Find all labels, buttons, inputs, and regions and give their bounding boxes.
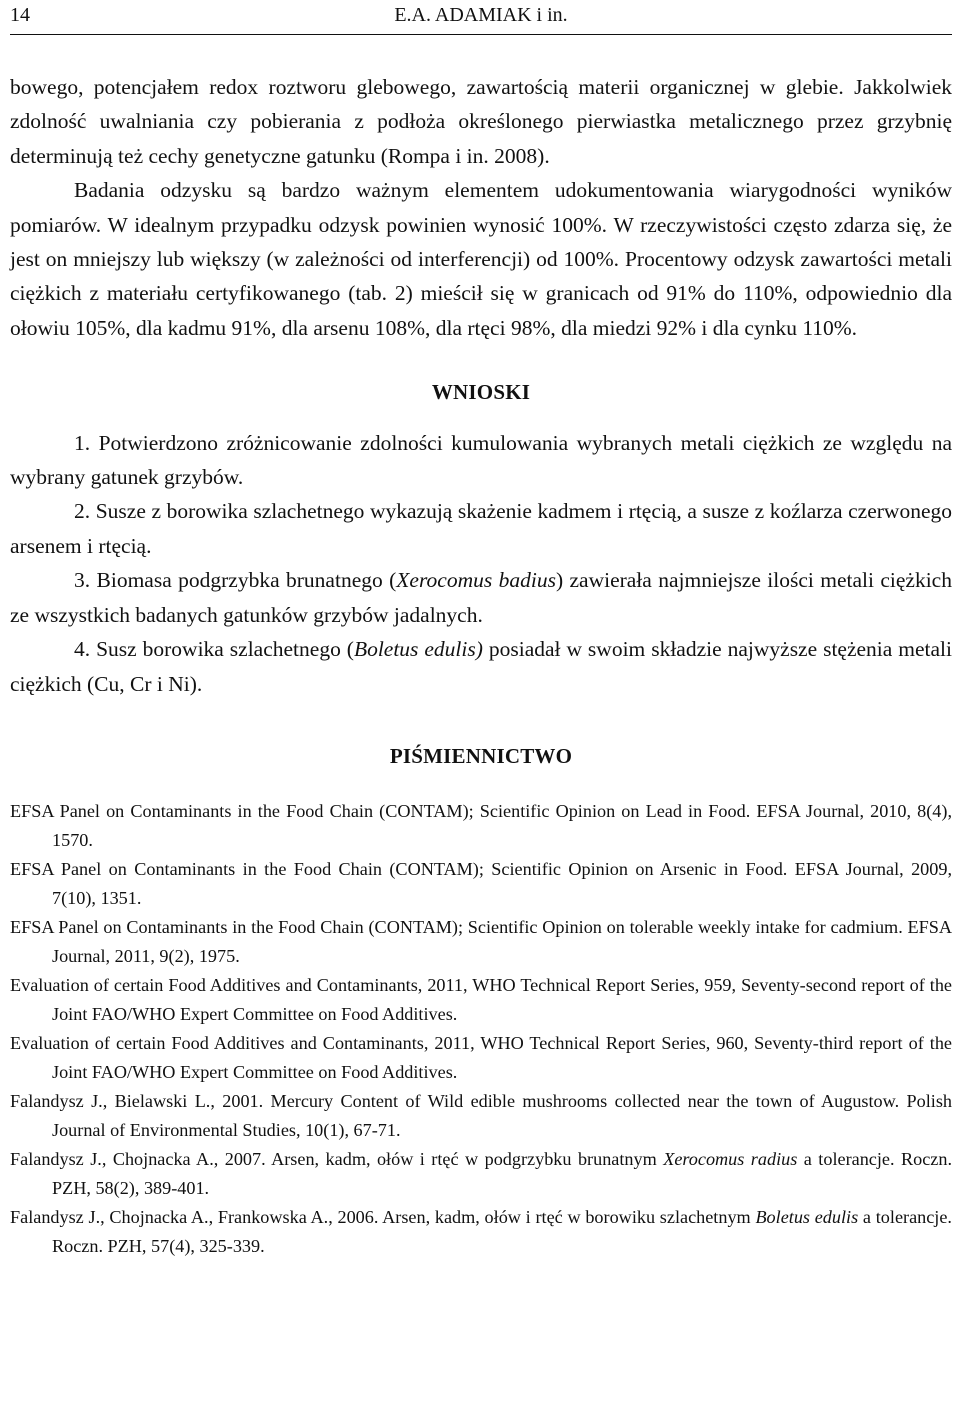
species-name: Xerocomus radius [663, 1149, 798, 1170]
conclusion-text: ) zawierała najmniejsze ilości metali ciężkich ze wszystkich badanych gatunków grzybów jadalnych. [10, 568, 952, 627]
conclusion-text: 4. Susz borowika szlachetnego ( [74, 637, 354, 662]
reference-entry: Falandysz J., Bielawski L., 2001. Mercury Content of Wild edible mushrooms collected near the town of Augustow. Polish Journal of Environmental Studies, 10(1), 67-71. [10, 1091, 952, 1141]
paragraph-continuation: bowego, potencjałem redox roztworu glebowego, zawartością materii organicznej w glebie. Jakkolwiek zdolność uwalniania czy pobierania z podłoża określonego pierwiastka metalicznego przez grzybnię determinują też cechy genetyczne gatunku (Rompa i in. 2008). [10, 75, 952, 168]
reference-entry: Evaluation of certain Food Additives and Contaminants, 2011, WHO Technical Report Series, 959, Seventy-second report of the Joint FAO/WHO Expert Committee on Food Additives. [10, 975, 952, 1025]
running-header [10, 0, 952, 40]
reference-text: Falandysz J., Chojnacka A., 2007. Arsen, kadm, ołów i rtęć w podgrzybku brunatnym [10, 1149, 664, 1170]
reference-entry: EFSA Panel on Contaminants in the Food Chain (CONTAM); Scientific Opinion on Lead in Food. EFSA Journal, 2010, 8(4), 1570. [10, 801, 952, 851]
reference-entry [10, 1203, 952, 1261]
reference-text: a tolerancje. Roczn. PZH, 58(2), 389-401. [52, 1149, 953, 1199]
conclusion-item [10, 632, 952, 701]
section-heading-conclusions: WNIOSKI [431, 380, 531, 405]
conclusion-text: posiadał w swoim składzie najwyższe stężenia metali ciężkich (Cu, Cr i Ni). [10, 637, 953, 696]
conclusion-text: 3. Biomasa podgrzybka brunatnego ( [74, 568, 397, 593]
reference-text: a tolerancje. Roczn. PZH, 57(4), 325-339. [52, 1207, 952, 1257]
species-name: Xerocomus badius [396, 568, 556, 593]
page-number: 14 [10, 4, 30, 26]
reference-entry [10, 1145, 952, 1203]
paragraph-recovery: Badania odzysku są bardzo ważnym elementem udokumentowania wiarygodności wyników pomiarów. W idealnym przypadku odzysk powinien wynosić 100%. W rzeczywistości często zdarza się, że jest on mniejszy lub większy (w zależności od interferencji) od 100%. Procentowy odzysk zawartości metali ciężkich z materiału certyfikowanego (tab. 2) mieścił się w granicach od 91% do 110%, odpowiednio dla ołowiu 105%, dla kadmu 91%, dla arsenu 108%, dla rtęci 98%, dla miedzi 92% i dla cynku 110%. [10, 178, 952, 340]
reference-entry: Evaluation of certain Food Additives and Contaminants, 2011, WHO Technical Report Series, 960, Seventy-third report of the Joint FAO/WHO Expert Committee on Food Additives. [10, 1033, 952, 1083]
species-name: Boletus edulis [755, 1207, 859, 1228]
header-rule [10, 34, 952, 35]
document-page [10, 0, 952, 1261]
reference-entry: EFSA Panel on Contaminants in the Food Chain (CONTAM); Scientific Opinion on Arsenic in Food. EFSA Journal, 2009, 7(10), 1351. [10, 859, 952, 909]
conclusion-item: 2. Susze z borowika szlachetnego wykazują skażenie kadmem i rtęcią, a susze z koźlarza czerwonego arsenem i rtęcią. [10, 499, 952, 558]
conclusions-list [10, 426, 952, 701]
running-title: E.A. ADAMIAK i in. [394, 4, 568, 26]
species-name: Boletus edulis) [353, 637, 483, 662]
section-heading-references: PIŚMIENNICTWO [389, 743, 573, 768]
reference-entry: EFSA Panel on Contaminants in the Food Chain (CONTAM); Scientific Opinion on tolerable weekly intake for cadmium. EFSA Journal, 2011, 9(2), 1975. [10, 917, 952, 967]
conclusion-item: 1. Potwierdzono zróżnicowanie zdolności kumulowania wybranych metali ciężkich ze względu na wybrany gatunek grzybów. [10, 430, 952, 490]
main-text [10, 70, 952, 773]
conclusion-item [10, 563, 952, 632]
references-list [10, 797, 952, 1261]
reference-text: Falandysz J., Chojnacka A., Frankowska A., 2006. Arsen, kadm, ołów i rtęć w borowiku szlachetnym [10, 1207, 756, 1228]
